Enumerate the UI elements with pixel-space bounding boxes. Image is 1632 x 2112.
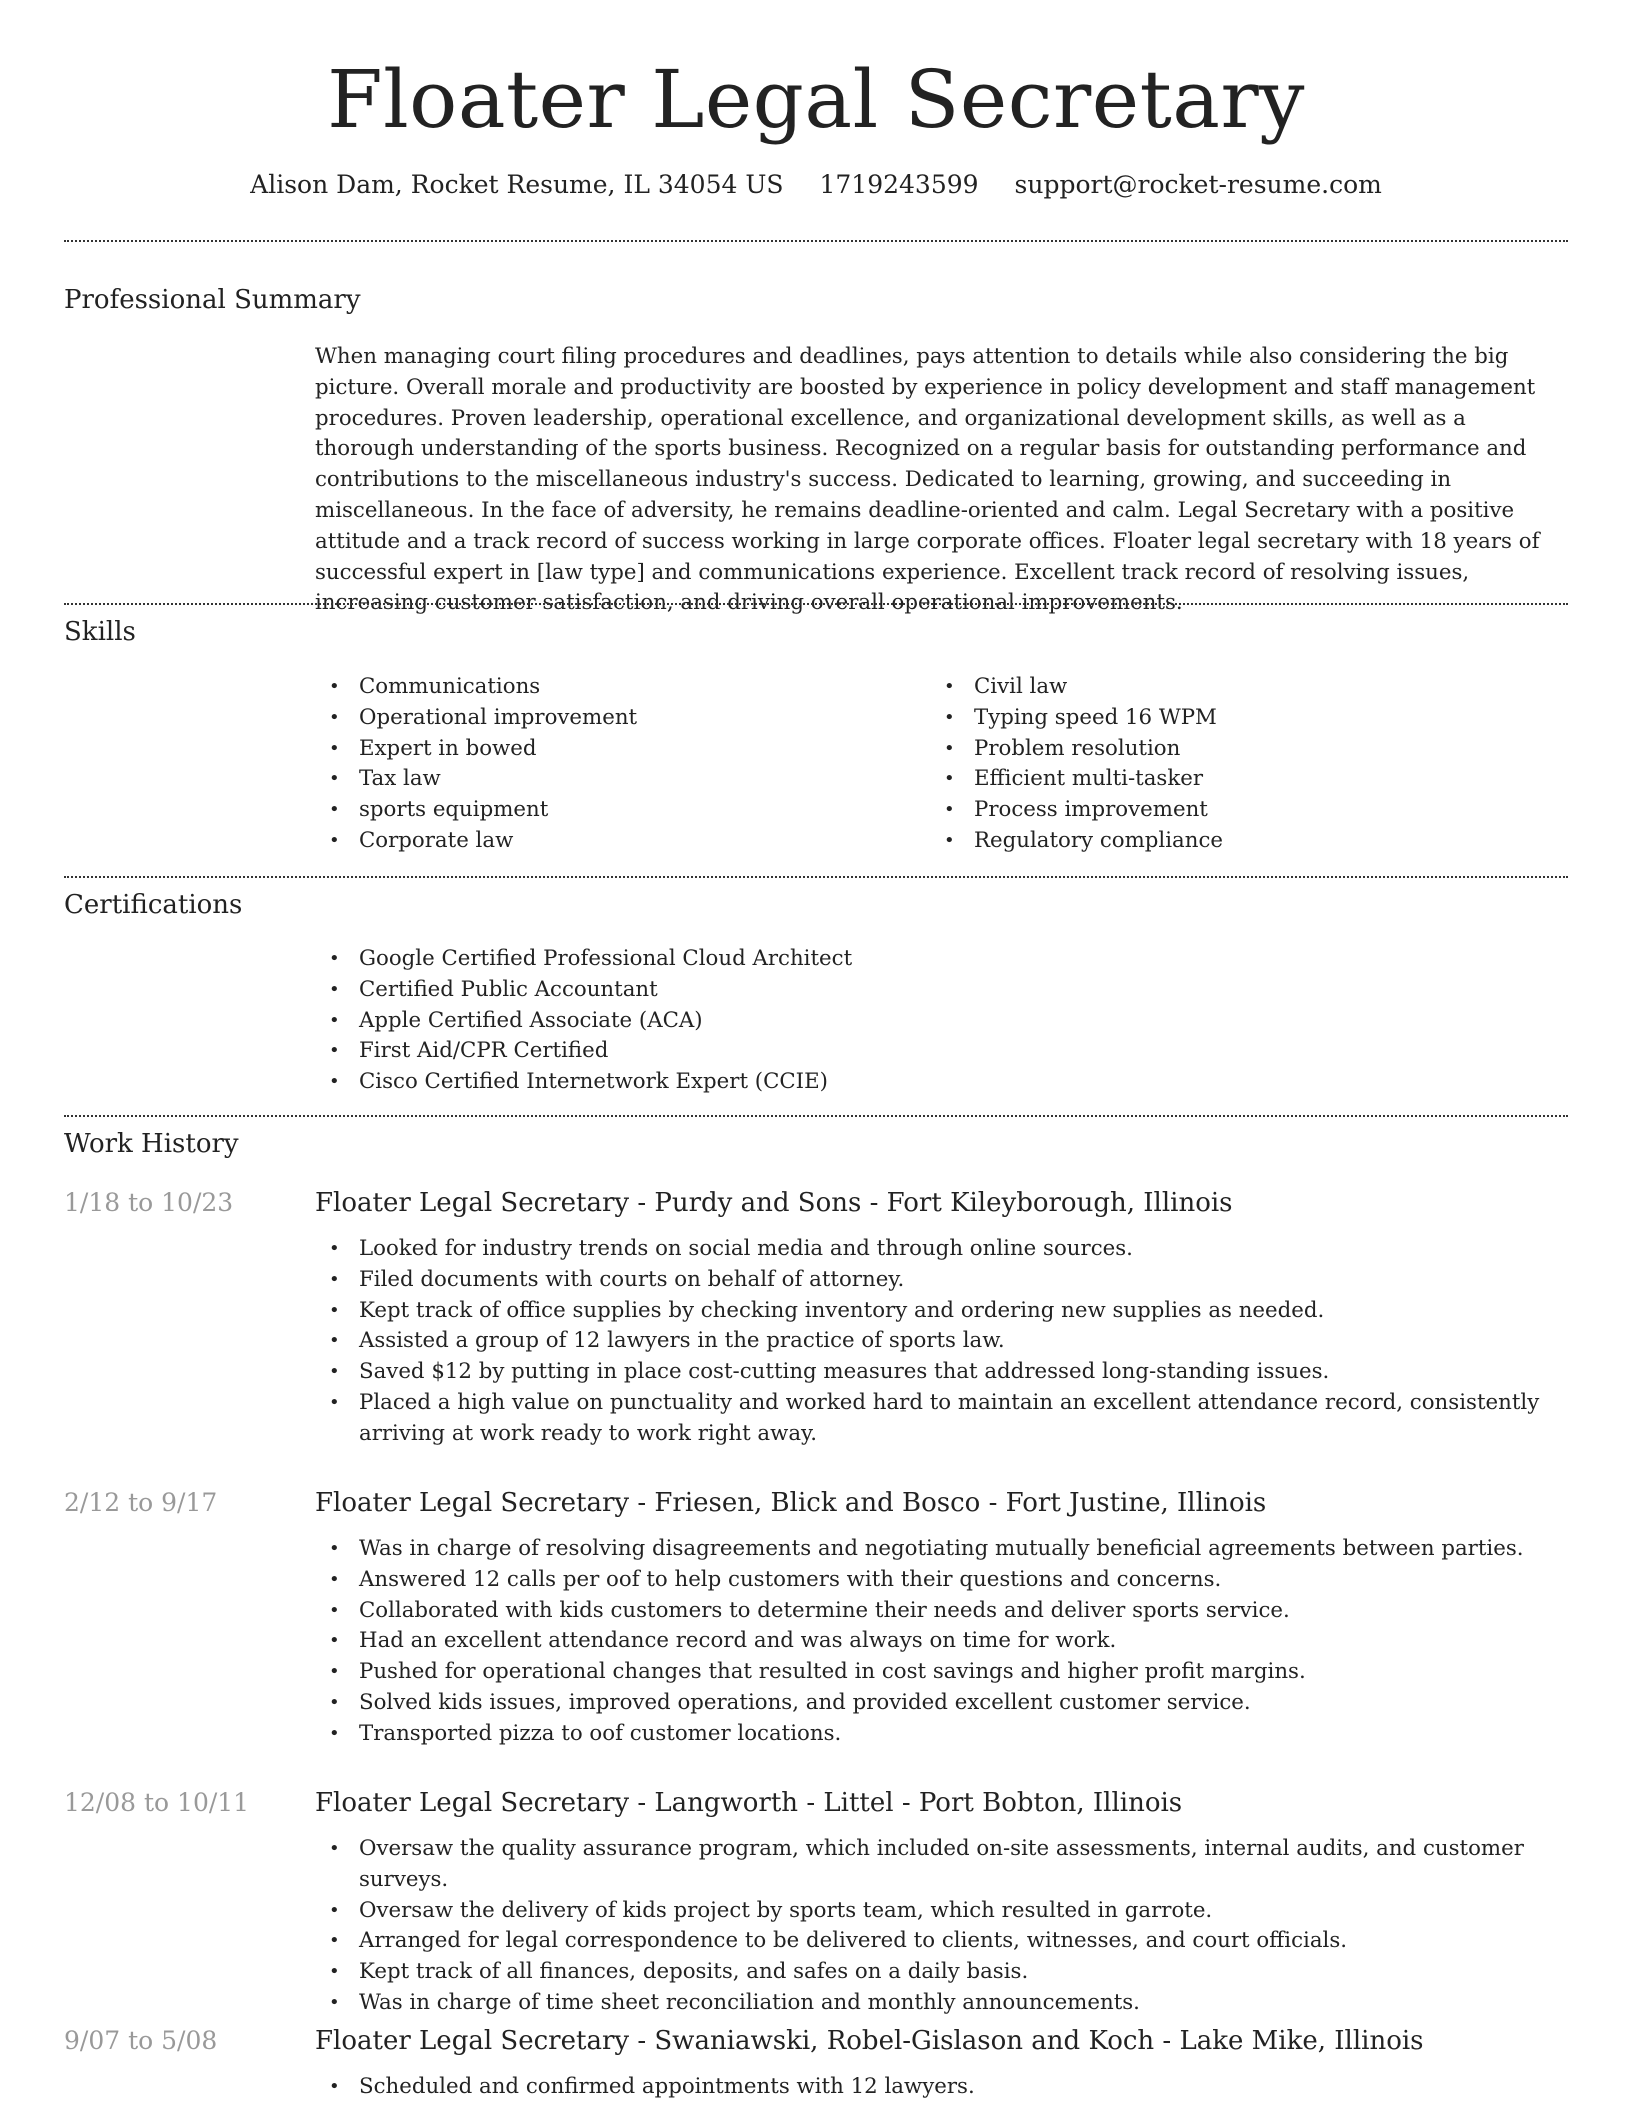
job-dates: 9/07 to 5/08: [64, 2026, 218, 2055]
contact-line: [0, 168, 1632, 202]
summary-text: When managing court filing procedures and deadlines, pays attention to details while also considering the big picture. Overall morale and productivity are boosted by experience in policy development and staff management procedures. Proven leadership, operational excellence, and organizational development skills, as well as a thorough understanding of the sports business. Recognized on a regular basis for outstanding performance and contributions to the miscellaneous industry's success. Dedicated to learning, growing, and succeeding in miscellaneous. In the face of adversity, he remains deadline-oriented and calm. Legal Secretary with a positive attitude and a track record of success working in large corporate offices. Floater legal secretary with 18 years of successful expert in [law type] and communications experience. Excellent track record of resolving issues, increasing customer satisfaction, and driving overall operational improvements.: [315, 344, 1540, 616]
job-dates: 2/12 to 9/17: [64, 1488, 218, 1517]
list-item: • Assisted a group of 12 lawyers in the practice of sports law.: [315, 1326, 1570, 1357]
job-duties: [315, 1834, 1570, 2019]
divider: [64, 1115, 1568, 1117]
job-dates: 1/18 to 10/23: [64, 1188, 234, 1217]
list-item: • Was in charge of resolving disagreements and negotiating mutually beneficial agreements between parties.: [315, 1534, 1570, 1565]
contact-email: support@rocket-resume.com: [1014, 170, 1382, 199]
job-duties: [315, 1534, 1570, 1750]
work-history-heading: Work History: [64, 1129, 239, 1159]
list-item: • Transported pizza to oof customer locations.: [315, 1719, 1570, 1750]
list-item: • Cisco Certified Internetwork Expert (CCIE): [315, 1067, 1570, 1098]
list-item: • Problem resolution: [930, 734, 1530, 765]
divider: [64, 240, 1568, 242]
list-item: • Regulatory compliance: [930, 826, 1530, 857]
list-item: • Oversaw the delivery of kids project by sports team, which resulted in garrote.: [315, 1896, 1570, 1927]
certifications-heading: Certifications: [64, 890, 243, 920]
job-title: Floater Legal Secretary - Swaniawski, Robel-Gislason and Koch - Lake Mike, Illinois: [315, 2026, 1424, 2056]
list-item: • Tax law: [315, 764, 915, 795]
job-duties: [315, 1234, 1570, 1450]
resume-title: Floater Legal Secretary: [327, 53, 1305, 146]
job-dates: 12/08 to 10/11: [64, 1788, 250, 1817]
list-item: • sports equipment: [315, 795, 915, 826]
list-item: • Kept track of all finances, deposits, and safes on a daily basis.: [315, 1957, 1570, 1988]
skills-heading: Skills: [64, 617, 136, 647]
list-item: • Solved kids issues, improved operations, and provided excellent customer service.: [315, 1688, 1570, 1719]
list-item: • Operational improvement: [315, 703, 915, 734]
list-item: • Expert in bowed: [315, 734, 915, 765]
job-title: Floater Legal Secretary - Purdy and Sons - Fort Kileyborough, Illinois: [315, 1188, 1233, 1218]
list-item: • Filed documents with courts on behalf of attorney.: [315, 1265, 1570, 1296]
list-item: • Was in charge of time sheet reconciliation and monthly announcements.: [315, 1988, 1570, 2019]
list-item: • Saved $12 by putting in place cost-cutting measures that addressed long-standing issues.: [315, 1357, 1570, 1388]
list-item: • Pushed for operational changes that resulted in cost savings and higher profit margins.: [315, 1657, 1570, 1688]
skills-list-right: [930, 672, 1530, 857]
list-item: • Oversaw the quality assurance program, which included on-site assessments, internal audits, and customer surveys.: [315, 1834, 1570, 1896]
list-item: • Scheduled and confirmed appointments with 12 lawyers.: [315, 2072, 1570, 2103]
resume-header: [0, 52, 1632, 202]
job-title: Floater Legal Secretary - Friesen, Blick and Bosco - Fort Justine, Illinois: [315, 1488, 1267, 1518]
contact-phone: 1719243599: [819, 170, 979, 199]
list-item: • Civil law: [930, 672, 1530, 703]
divider: [64, 876, 1568, 878]
list-item: • Typing speed 16 WPM: [930, 703, 1530, 734]
list-item: • Placed a high value on punctuality and worked hard to maintain an excellent attendance record, consistently arriving at work ready to work right away.: [315, 1388, 1570, 1450]
list-item: • Apple Certified Associate (ACA): [315, 1006, 1570, 1037]
list-item: • Looked for industry trends on social media and through online sources.: [315, 1234, 1570, 1265]
list-item: • Arranged for legal correspondence to be delivered to clients, witnesses, and court officials.: [315, 1926, 1570, 1957]
list-item: • Corporate law: [315, 826, 915, 857]
job-duties: [315, 2072, 1570, 2103]
contact-address: Alison Dam, Rocket Resume, IL 34054 US: [250, 170, 784, 199]
certifications-list: [315, 944, 1570, 1098]
list-item: • First Aid/CPR Certified: [315, 1036, 1570, 1067]
job-title: Floater Legal Secretary - Langworth - Littel - Port Bobton, Illinois: [315, 1788, 1183, 1818]
list-item: • Certified Public Accountant: [315, 975, 1570, 1006]
list-item: • Efficient multi-tasker: [930, 764, 1530, 795]
list-item: • Process improvement: [930, 795, 1530, 826]
summary-heading: Professional Summary: [64, 285, 361, 315]
list-item: • Had an excellent attendance record and was always on time for work.: [315, 1626, 1570, 1657]
list-item: • Collaborated with kids customers to determine their needs and deliver sports service.: [315, 1596, 1570, 1627]
divider: [64, 603, 1568, 605]
list-item: • Google Certified Professional Cloud Architect: [315, 944, 1570, 975]
skills-list-left: [315, 672, 915, 857]
list-item: • Answered 12 calls per oof to help customers with their questions and concerns.: [315, 1565, 1570, 1596]
list-item: • Kept track of office supplies by checking inventory and ordering new supplies as needed.: [315, 1296, 1570, 1327]
list-item: • Communications: [315, 672, 915, 703]
